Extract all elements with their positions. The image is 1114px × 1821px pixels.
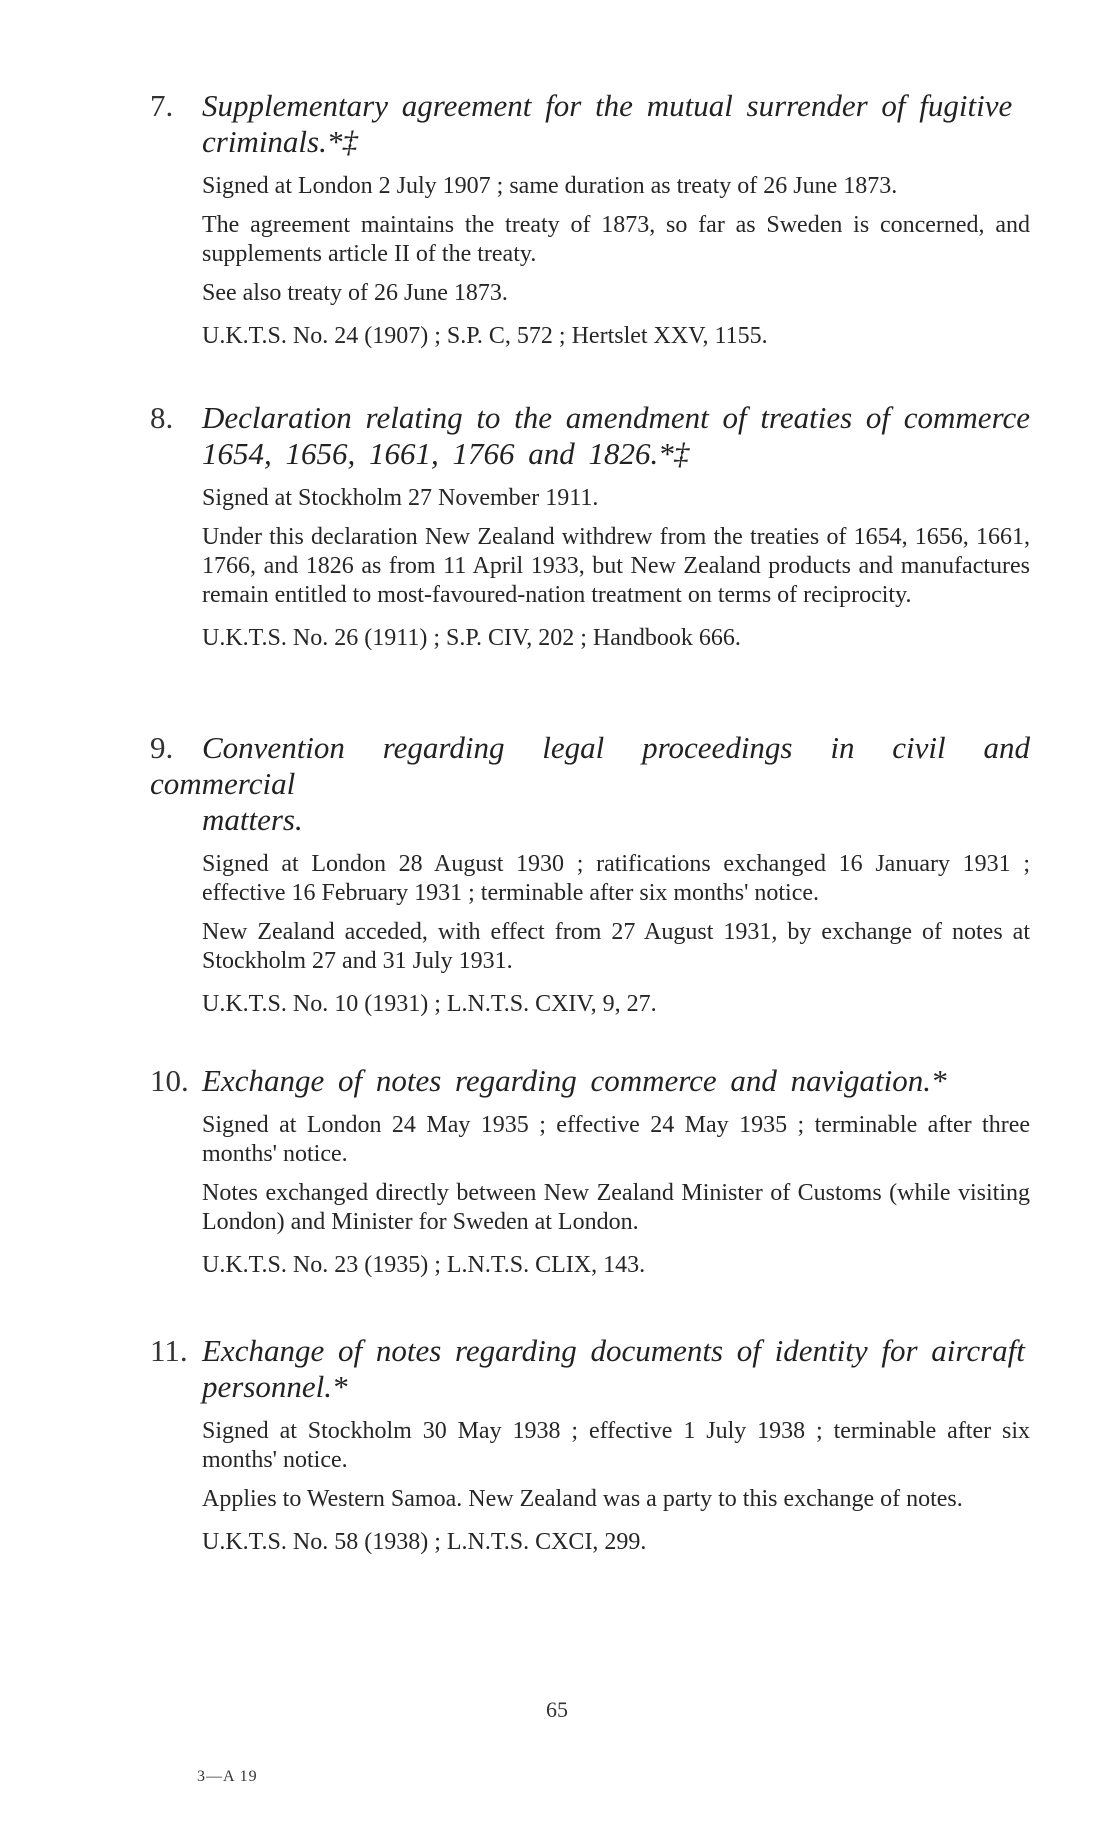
entry-title-line1: Convention regarding legal proceedings in civil and commercial <box>150 730 1030 801</box>
entry-paragraph: Applies to Western Samoa. New Zealand was a party to this exchange of notes. <box>202 1486 963 1512</box>
entry-heading <box>150 730 1030 838</box>
entry-title-line1: Declaration relating to the amendment of treaties of commerce <box>202 400 1030 435</box>
footer-signature-mark: 3—A 19 <box>197 1768 258 1785</box>
entry-reference: U.K.T.S. No. 10 (1931) ; L.N.T.S. CXIV, 9, 27. <box>202 991 657 1017</box>
entry-title-line2: 1654, 1656, 1661, 1766 and 1826.*‡ <box>202 436 690 471</box>
entry-heading <box>150 1063 1030 1099</box>
entry-paragraph: Signed at London 24 May 1935 ; effective 24 May 1935 ; terminable after three months' notice. <box>202 1112 1030 1167</box>
entry-heading <box>150 88 1030 160</box>
entry-paragraph: Signed at Stockholm 27 November 1911. <box>202 485 599 511</box>
entry-paragraph: The agreement maintains the treaty of 1873, so far as Sweden is concerned, and supplements article II of the treaty. <box>202 212 1030 267</box>
entry-reference: U.K.T.S. No. 23 (1935) ; L.N.T.S. CLIX, 143. <box>202 1252 646 1278</box>
entry-number: 11. <box>150 1333 188 1368</box>
entry-paragraph: Signed at Stockholm 30 May 1938 ; effective 1 July 1938 ; terminable after six months' notice. <box>202 1418 1030 1473</box>
entry-title-line2: personnel.* <box>202 1369 348 1404</box>
entry-paragraph: Signed at London 28 August 1930 ; ratifications exchanged 16 January 1931 ; effective 16 February 1931 ; terminable after six months' notice. <box>202 851 1030 906</box>
entry-number: 7. <box>150 88 174 123</box>
entry-title-line1: Exchange of notes regarding commerce and navigation.* <box>202 1063 947 1098</box>
entry-number: 9. <box>150 730 174 765</box>
entry-title-line1: Supplementary agreement for the mutual surrender of fugitive <box>202 88 1013 123</box>
page-number: 65 <box>546 1697 568 1722</box>
treaty-entry-7 <box>150 88 1030 351</box>
treaty-entry-9 <box>150 730 1030 1019</box>
treaty-entry-8 <box>150 400 1030 653</box>
entry-title-line2: matters. <box>202 802 303 837</box>
entry-paragraph: New Zealand acceded, with effect from 27 August 1931, by exchange of notes at Stockholm 27 and 31 July 1931. <box>202 919 1030 974</box>
entry-heading <box>150 1333 1030 1405</box>
entry-reference: U.K.T.S. No. 24 (1907) ; S.P. C, 572 ; Hertslet XXV, 1155. <box>202 323 768 349</box>
entry-number: 8. <box>150 400 174 435</box>
entry-number: 10. <box>150 1063 189 1098</box>
entry-reference: U.K.T.S. No. 26 (1911) ; S.P. CIV, 202 ; Handbook 666. <box>202 625 741 651</box>
entry-paragraph: See also treaty of 26 June 1873. <box>202 280 508 306</box>
entry-title-line1: Exchange of notes regarding documents of identity for aircraft <box>202 1333 1025 1368</box>
entry-paragraph: Under this declaration New Zealand withdrew from the treaties of 1654, 1656, 1661, 1766, and 1826 as from 11 April 1933, but New Zealand products and manufactures remain entitled to most-favoured-nation treatment on terms of reciprocity. <box>202 524 1030 608</box>
treaty-entry-11 <box>150 1333 1030 1557</box>
entry-reference: U.K.T.S. No. 58 (1938) ; L.N.T.S. CXCI, 299. <box>202 1529 647 1555</box>
entry-title-line2: criminals.*‡ <box>202 124 358 159</box>
treaty-entry-10 <box>150 1063 1030 1280</box>
entry-heading <box>150 400 1030 472</box>
entry-paragraph: Notes exchanged directly between New Zealand Minister of Customs (while visiting London) and Minister for Sweden at London. <box>202 1180 1030 1235</box>
entry-paragraph: Signed at London 2 July 1907 ; same duration as treaty of 26 June 1873. <box>202 173 898 199</box>
